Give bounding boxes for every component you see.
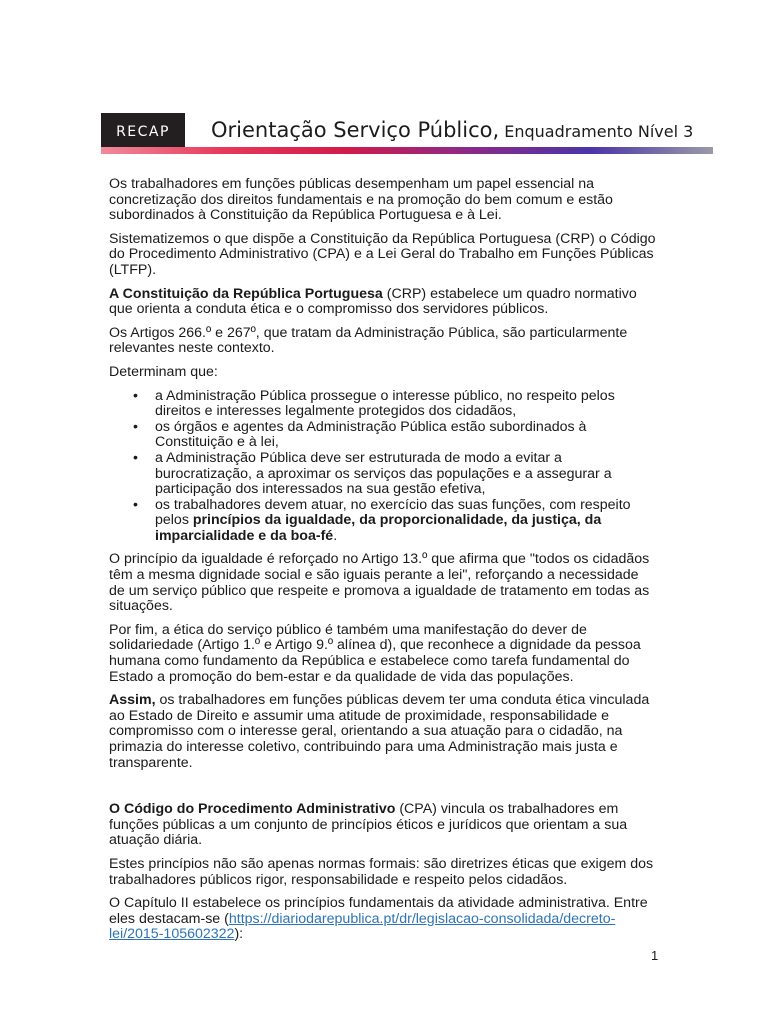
assim-bold: Assim, xyxy=(109,692,156,709)
bullet-icon: • xyxy=(133,496,138,513)
list-item xyxy=(133,418,657,451)
paragraph-crp xyxy=(109,287,657,318)
header-gradient-bar xyxy=(101,147,713,154)
list-item xyxy=(133,387,657,420)
paragraph-cpa xyxy=(109,802,657,849)
principles-list xyxy=(109,389,657,545)
paragraph-determine: Determinam que: xyxy=(109,363,218,380)
crp-text: (CRP) estabelece um quadro normativo que orienta a conduta ética e o compromisso dos servidores públicos. xyxy=(109,285,637,318)
list-item-text: a Administração Pública deve ser estruturada de modo a evitar a burocratização, a aproximar os serviços das populações e a assegurar a participação dos interessados na sua gestão efetiva, xyxy=(155,449,612,498)
header-main-title: Orientação Serviço Público, xyxy=(211,118,500,142)
bullet-icon: • xyxy=(133,449,138,466)
header-subtitle: Enquadramento Nível 3 xyxy=(504,122,694,141)
paragraph-conclusion xyxy=(109,693,657,771)
paragraph-solidarity: Por fim, a ética do serviço público é também uma manifestação do dever de solidariedade (Artigo 1.º e Artigo 9.º alínea d), que reconhece a dignidade da pessoa humana como fundamento da República e estabelece como tarefa fundamental do Estado a promoção do bem-estar e da qualidade de vida das populações. xyxy=(109,621,641,685)
list-item-text: os órgãos e agentes da Administração Pública estão subordinados à Constituição e à lei, xyxy=(155,418,587,451)
conclusion-text: os trabalhadores em funções públicas devem ter uma conduta ética vinculada ao Estado de Direito e assumir uma atitude de proximidade, responsabilidade e compromisso com o interesse geral, orientando a sua atuação para o cidadão, na primazia do interesse coletivo, contribuindo para uma Administração mais justa e transparente. xyxy=(109,692,650,771)
chapter-end: ): xyxy=(234,926,244,943)
page-number: 1 xyxy=(651,948,659,963)
recap-logo xyxy=(101,113,185,151)
logo-text: RECAP xyxy=(116,124,170,140)
legislation-link[interactable]: https://diariodarepublica.pt/dr/legislacao-consolidada/decreto-lei/2015-105602322 xyxy=(109,910,616,943)
cpa-bold-heading: O Código do Procedimento Administrativo xyxy=(109,801,396,818)
list-item-text: os trabalhadores devem atuar, no exercício das suas funções, com respeito pelos xyxy=(155,496,631,529)
bullet-icon: • xyxy=(133,418,138,435)
list-item xyxy=(133,449,657,498)
paragraph-principles: Estes princípios não são apenas normas formais: são diretrizes éticas que exigem dos trabalhadores públicos rigor, responsabilidade e respeito pelos cidadãos. xyxy=(109,855,654,888)
cpa-text: (CPA) vincula os trabalhadores em funções públicas a um conjunto de princípios éticos e jurídicos que orientam a sua atuação diária. xyxy=(109,801,628,849)
paragraph-articles: Os Artigos 266.º e 267º, que tratam da Administração Pública, são particularmente relevantes neste contexto. xyxy=(109,324,628,357)
paragraph-equality: O princípio da igualdade é reforçado no Artigo 13.º que afirma que "todos os cidadãos têm a mesma dignidade social e são iguais perante a lei", reforçando a necessidade de um serviço público que respeite e promova a igualdade de tratamento em todas as situações. xyxy=(109,551,650,615)
paragraph-intro: Os trabalhadores em funções públicas desempenham um papel essencial na concretização dos direitos fundamentais e na promoção do bem comum e estão subordinados à Constituição da República Portuguesa e à Lei. xyxy=(109,176,613,224)
chapter-text: O Capítulo II estabelece os princípios fundamentais da atividade administrativa. Entre eles destacam-se ( xyxy=(109,895,648,927)
crp-bold-heading: A Constituição da República Portuguesa xyxy=(109,285,383,302)
section-gap xyxy=(109,779,657,802)
list-item-end: . xyxy=(333,527,338,544)
paragraph-systematize: Sistematizemos o que dispõe a Constituição da República Portuguesa (CRP) o Código do Procedimento Administrativo (CPA) e a Lei Geral do Trabalho em Funções Públicas (LTFP). xyxy=(109,230,656,278)
principles-bold: princípios da igualdade, da proporcionalidade, da justiça, da imparcialidade e da boa-fé xyxy=(155,512,602,544)
paragraph-chapter xyxy=(109,896,657,943)
list-item xyxy=(133,496,657,545)
document-body xyxy=(109,177,657,951)
document-header-title xyxy=(211,118,693,142)
bullet-icon: • xyxy=(133,387,138,404)
list-item-text: a Administração Pública prossegue o interesse público, no respeito pelos direitos e interesses legalmente protegidos dos cidadãos, xyxy=(155,387,615,420)
